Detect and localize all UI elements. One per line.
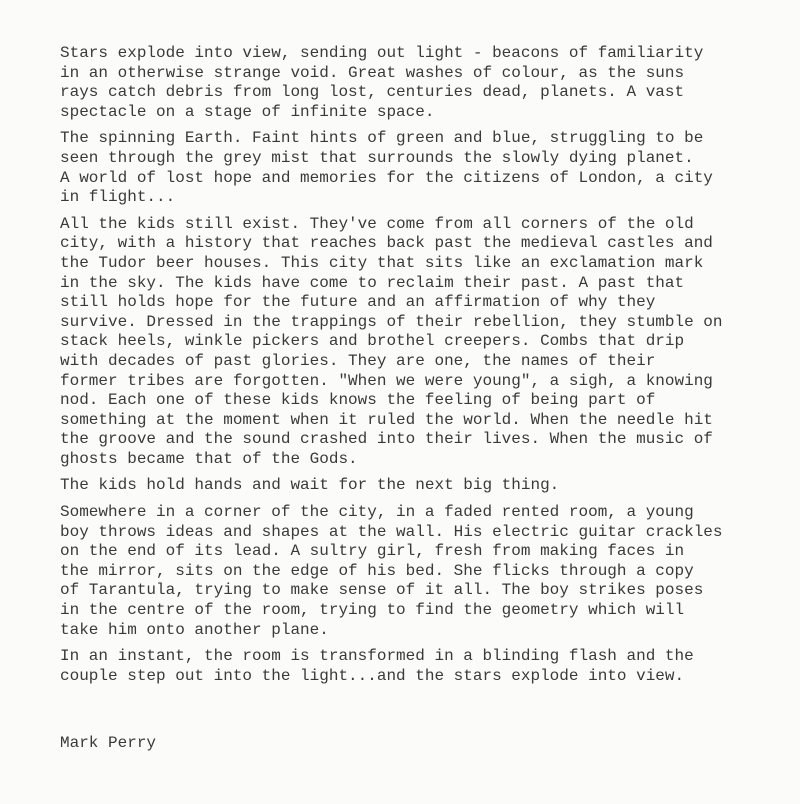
text-line: rays catch debris from long lost, centuries dead, planets. A vast bbox=[60, 83, 685, 102]
text-line: in the centre of the room, trying to find the geometry which will bbox=[60, 601, 685, 620]
paragraph-4 bbox=[60, 476, 760, 496]
text-line: Stars explode into view, sending out light - beacons of familiarity bbox=[60, 44, 704, 62]
text-line: with decades of past glories. They are one, the names of their bbox=[60, 351, 656, 370]
paragraph-3 bbox=[60, 215, 760, 470]
text-line: In an instant, the room is transformed in a blinding flash and the bbox=[60, 647, 694, 666]
text-line: ghosts became that of the Gods. bbox=[60, 449, 358, 468]
text-line: The spinning Earth. Faint hints of green and blue, struggling to be bbox=[60, 129, 704, 148]
text-line: still holds hope for the future and an affirmation of why they bbox=[60, 293, 656, 312]
text-line: the mirror, sits on the edge of his bed. She flicks through a copy bbox=[60, 561, 694, 580]
text-line: survive. Dressed in the trappings of their rebellion, they stumble on bbox=[60, 312, 723, 331]
paragraph-1 bbox=[60, 44, 760, 122]
text-line: of Tarantula, trying to make sense of it all. The boy strikes poses bbox=[60, 581, 704, 600]
text-line: the groove and the sound crashed into their lives. When the music of bbox=[60, 430, 713, 449]
text-line: in an otherwise strange void. Great washes of colour, as the suns bbox=[60, 63, 685, 82]
paragraph-6 bbox=[60, 647, 760, 686]
paragraph-2 bbox=[60, 129, 760, 207]
text-line: A world of lost hope and memories for the citizens of London, a city bbox=[60, 168, 713, 187]
text-line: seen through the grey mist that surrounds the slowly dying planet. bbox=[60, 148, 694, 167]
text-line: former tribes are forgotten. "When we were young", a sigh, a knowing bbox=[60, 371, 713, 390]
body-text bbox=[60, 44, 760, 693]
text-line: in the sky. The kids have come to reclaim their past. A past that bbox=[60, 273, 685, 292]
text-line: spectacle on a stage of infinite space. bbox=[60, 102, 435, 121]
text-line: nod. Each one of these kids knows the feeling of being part of bbox=[60, 391, 656, 410]
paragraph-5 bbox=[60, 503, 760, 640]
author-signature: Mark Perry bbox=[60, 734, 157, 752]
text-line: couple step out into the light...and the stars explode into view. bbox=[60, 666, 685, 685]
text-line: take him onto another plane. bbox=[60, 620, 329, 639]
text-line: The kids hold hands and wait for the next big thing. bbox=[60, 476, 560, 495]
text-line: All the kids still exist. They've come from all corners of the old bbox=[60, 214, 694, 233]
text-line: on the end of its lead. A sultry girl, fresh from making faces in bbox=[60, 542, 685, 561]
text-line: stack heels, winkle pickers and brothel creepers. Combs that drip bbox=[60, 332, 685, 351]
text-line: in flight... bbox=[60, 188, 176, 207]
text-line: something at the moment when it ruled the world. When the needle hit bbox=[60, 410, 713, 429]
text-line: the Tudor beer houses. This city that sits like an exclamation mark bbox=[60, 253, 704, 272]
text-line: Somewhere in a corner of the city, in a faded rented room, a young bbox=[60, 503, 694, 522]
text-line: boy throws ideas and shapes at the wall. His electric guitar crackles bbox=[60, 522, 723, 541]
text-line: city, with a history that reaches back past the medieval castles and bbox=[60, 234, 713, 253]
